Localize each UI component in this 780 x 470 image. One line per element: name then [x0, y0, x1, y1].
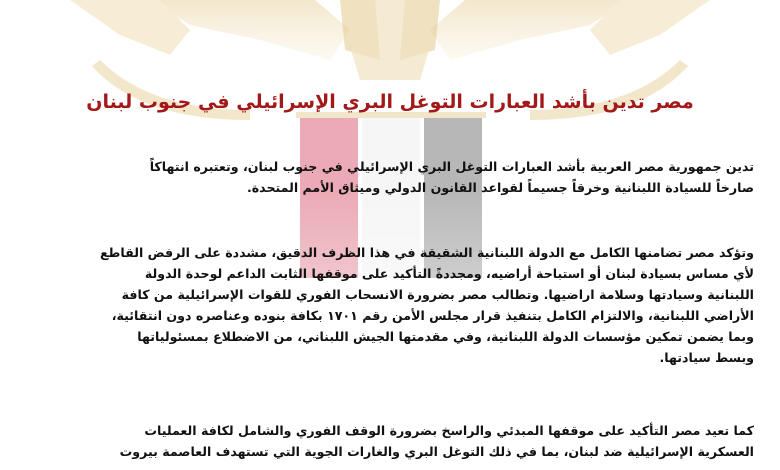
paragraph-2: وتؤكد مصر تضامنها الكامل مع الدولة اللبنانية الشقيقة في هذا الظرف الدقيق، مشددة على الرفض القاطع لأي مساس بسيادة لبنان أو استباحة أراضيه، ومجددةً التأكيد على موقفها الثابت الداعم لوحدة الدولة اللبنانية وسيادتها وسلامة اراضيها. وتطالب مصر بضرورة الانسحاب الفوري للقوات الإسرائيلية من كافة الأراضي اللبنانية، والالتزام الكامل بتنفيذ قرار مجلس الأمن رقم ١٧٠١ بكافة بنوده وعناصره دون انتقائية، وبما يضمن تمكين مؤسسات الدولة اللبنانية، وفي مقدمتها الجيش اللبناني، من الاضطلاع بمسئولياتها وبسط سيادتها.: [99, 245, 754, 365]
paragraph-1: تدين جمهورية مصر العربية بأشد العبارات التوغل البري الإسرائيلي في جنوب لبنان، وتعتبره انتهاكاً صارخاً للسيادة اللبنانية وخرقاً جسيماً لقواعد القانون الدولي وميثاق الأمم المتحدة.: [149, 159, 754, 195]
paragraph-3: كما تعيد مصر التأكيد على موقفها المبدئي والراسخ بضرورة الوقف الفوري والشامل لكافة العمليات العسكرية الإسرائيلية ضد لبنان، بما في ذلك التوغل البري والغارات الجوية التي تستهدف العاصمة بيروت: [119, 423, 754, 459]
document-title: مصر تدين بأشد العبارات التوغل البري الإسرائيلي في جنوب لبنان: [86, 91, 694, 113]
